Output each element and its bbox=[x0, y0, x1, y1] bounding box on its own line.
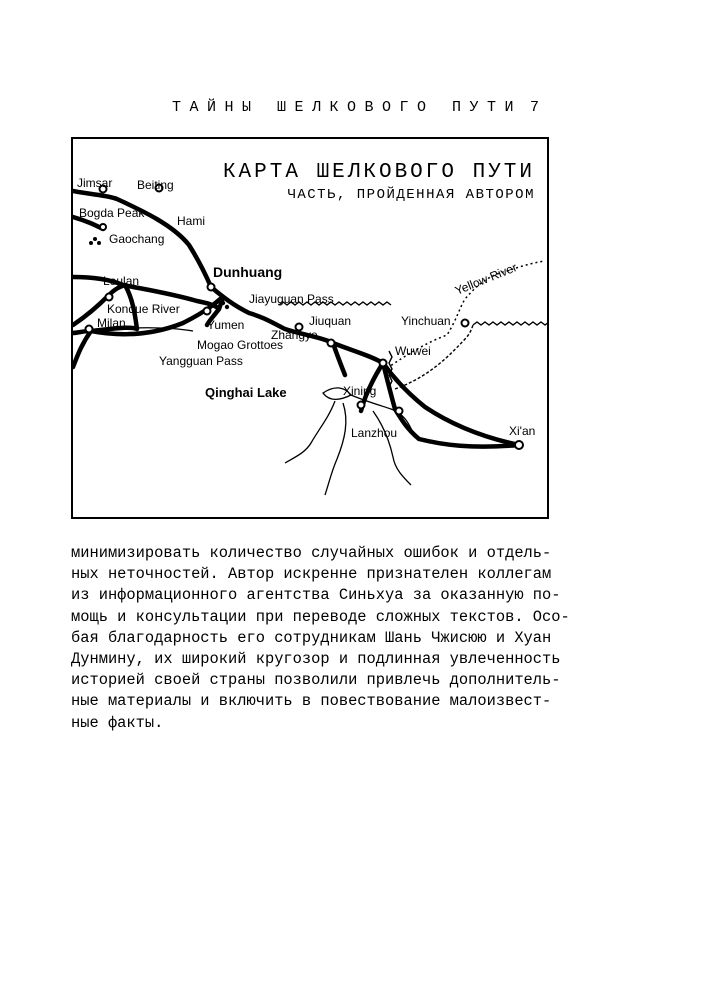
label-yinchuan: Yinchuan bbox=[401, 314, 451, 328]
label-xian: Xi'an bbox=[509, 424, 536, 438]
mark-3 bbox=[217, 305, 221, 309]
label-milan: Milan bbox=[97, 316, 126, 330]
body-line: историей своей страны позволили привлечь дополнитель- bbox=[71, 671, 561, 690]
mark-4 bbox=[93, 237, 97, 241]
body-line: ных неточностей. Автор искренне признателен коллегам bbox=[71, 565, 552, 584]
wall-north bbox=[473, 322, 547, 325]
label-xining: Xining bbox=[343, 384, 377, 398]
route-milan bbox=[73, 331, 91, 367]
cities bbox=[86, 185, 524, 450]
route-east-2 bbox=[383, 363, 519, 445]
label-wuwei: Wuwei bbox=[395, 344, 431, 358]
label-kongque-river: Konque River bbox=[107, 302, 180, 316]
label-hami: Hami bbox=[177, 214, 206, 228]
route-east bbox=[383, 363, 519, 447]
river-2 bbox=[285, 401, 335, 463]
label-zhangye: Zhangye bbox=[271, 328, 318, 342]
city-milan bbox=[86, 326, 93, 333]
city-loulan bbox=[106, 294, 113, 301]
city-xian bbox=[515, 441, 523, 449]
river-3 bbox=[325, 403, 346, 495]
body-line: ные факты. bbox=[71, 713, 164, 732]
silk-road-map bbox=[71, 137, 549, 519]
mark-2 bbox=[225, 305, 229, 309]
label-jiayuguan-pass: Jiayuguan Pass bbox=[249, 292, 334, 306]
city-zhangye bbox=[328, 340, 335, 347]
city-wuwei bbox=[380, 360, 387, 367]
body-line: минимизировать количество случайных ошибок и отдель- bbox=[71, 544, 552, 562]
label-yellow-river: Yellow River bbox=[452, 260, 519, 298]
city-yumen bbox=[204, 308, 211, 315]
body-paragraph bbox=[71, 543, 570, 734]
rivers bbox=[113, 328, 413, 495]
mark-1 bbox=[221, 301, 225, 305]
label-bogda-peak: Bogda Peak bbox=[79, 206, 145, 220]
label-beiting: Beiting bbox=[137, 178, 174, 192]
body-line: из информационного агентства Синьхуа за оказанную по- bbox=[71, 586, 561, 605]
body-line: Дунмину, их широкий кругозор и подлинная увлеченность bbox=[71, 650, 561, 669]
body-line: мощь и консультации при переводе сложных текстов. Осо- bbox=[71, 607, 570, 626]
label-lanzhou: Lanzhou bbox=[351, 426, 398, 440]
label-yangguan-pass: Yangguan Pass bbox=[159, 354, 243, 368]
city-lanzhou bbox=[396, 408, 403, 415]
label-jimsar: Jimsar bbox=[77, 176, 113, 190]
city-gaochang bbox=[100, 224, 106, 230]
label-jiuquan: Jiuquan bbox=[309, 314, 352, 328]
label-loulan: Loulan bbox=[103, 274, 140, 288]
map-subtitle: ЧАСТЬ, ПРОЙДЕННАЯ АВТОРОМ bbox=[287, 187, 535, 203]
mark-5 bbox=[97, 241, 101, 245]
running-head: ТАЙНЫ ШЕЛКОВОГО ПУТИ bbox=[172, 99, 523, 116]
mark-6 bbox=[89, 241, 93, 245]
label-mogao-grottoes: Mogao Grottoes bbox=[197, 338, 284, 352]
body-line: бая благодарность его сотрудникам Шань Чжисюю и Хуан bbox=[71, 628, 552, 647]
label-dunhuang: Dunhuang bbox=[213, 264, 283, 280]
label-qinghai-lake: Qinghai Lake bbox=[205, 385, 287, 400]
map-labels bbox=[77, 176, 535, 440]
label-yumen: Yumen bbox=[207, 318, 245, 332]
city-yinchuan bbox=[462, 320, 469, 327]
body-line: ные материалы и включить в повествование малоизвест- bbox=[71, 692, 552, 711]
city-xining bbox=[358, 402, 365, 409]
page-number: 7 bbox=[530, 99, 540, 116]
routes bbox=[73, 191, 519, 447]
map-title: КАРТА ШЕЛКОВОГО ПУТИ bbox=[222, 161, 535, 184]
city-dunhuang bbox=[208, 284, 215, 291]
label-gaochang: Gaochang bbox=[109, 232, 165, 246]
